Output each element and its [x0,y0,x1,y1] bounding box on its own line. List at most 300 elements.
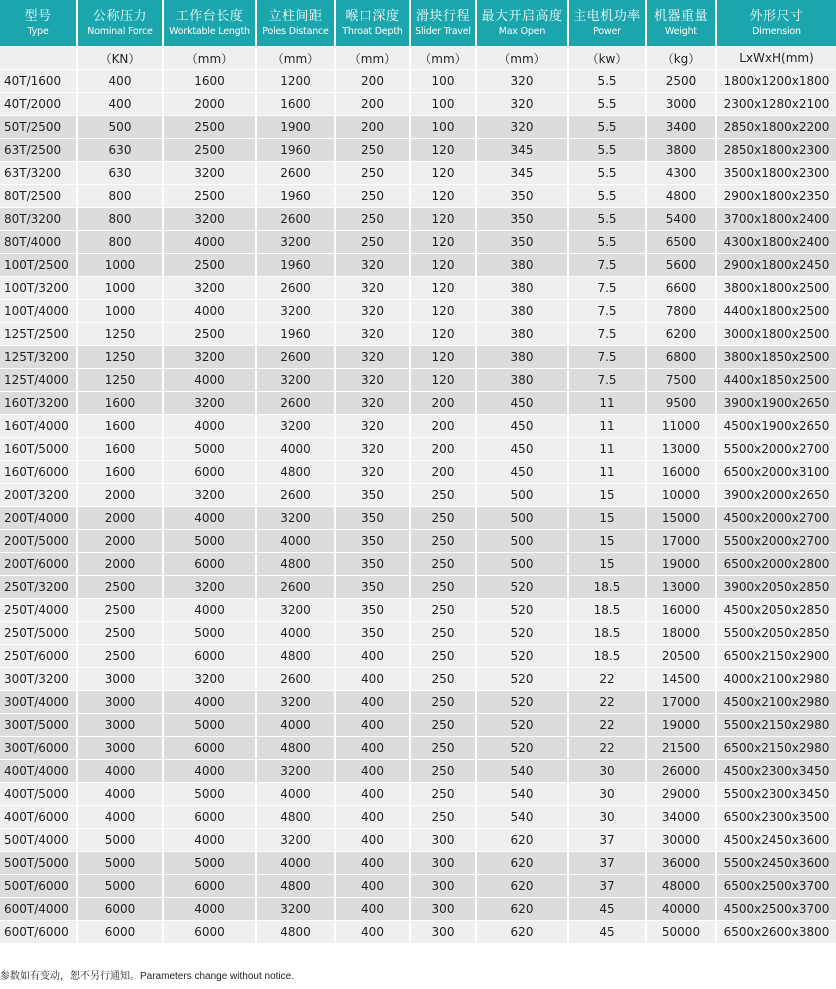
cell-weight: 10000 [646,484,716,507]
cell-nominal-force: 2000 [77,553,163,576]
cell-power: 5.5 [568,70,646,93]
cell-throat-depth: 320 [335,461,410,484]
column-header-en: Max Open [498,25,546,37]
cell-weight: 20500 [646,645,716,668]
unit-cell-worktable-length: （mm） [163,47,256,70]
cell-nominal-force: 2500 [77,622,163,645]
cell-throat-depth: 350 [335,507,410,530]
unit-cell-type [0,47,77,70]
table-row [0,277,836,300]
column-header-weight [646,0,716,47]
footer-note: 参数如有变动，恕不另行通知。Parameters change without notice. [0,971,294,982]
column-header-zh: 喉口深度 [345,8,400,24]
cell-worktable-length: 2500 [163,139,256,162]
table-row [0,898,836,921]
cell-slider-travel: 120 [410,346,476,369]
table-row [0,438,836,461]
cell-worktable-length: 2500 [163,116,256,139]
cell-nominal-force: 2000 [77,530,163,553]
cell-type: 300T/4000 [0,691,77,714]
cell-nominal-force: 6000 [77,898,163,921]
table-row [0,599,836,622]
cell-worktable-length: 1600 [163,70,256,93]
column-header-power [568,0,646,47]
cell-slider-travel: 120 [410,300,476,323]
table-row [0,507,836,530]
cell-worktable-length: 4000 [163,231,256,254]
cell-type: 250T/6000 [0,645,77,668]
cell-throat-depth: 320 [335,277,410,300]
cell-dimension: 4500x2050x2850 [716,599,836,622]
cell-max-open: 540 [476,783,568,806]
cell-power: 15 [568,553,646,576]
cell-nominal-force: 800 [77,208,163,231]
unit-cell-throat-depth: （mm） [335,47,410,70]
cell-throat-depth: 350 [335,599,410,622]
cell-power: 5.5 [568,116,646,139]
table-row [0,70,836,93]
cell-type: 250T/5000 [0,622,77,645]
cell-throat-depth: 320 [335,369,410,392]
cell-nominal-force: 2500 [77,576,163,599]
cell-poles-distance: 4800 [256,553,335,576]
cell-worktable-length: 6000 [163,806,256,829]
cell-poles-distance: 4000 [256,783,335,806]
cell-worktable-length: 6000 [163,461,256,484]
cell-poles-distance: 2600 [256,277,335,300]
cell-power: 5.5 [568,231,646,254]
column-header-slider-travel [410,0,476,47]
cell-max-open: 520 [476,645,568,668]
column-header-zh: 滑块行程 [415,8,470,24]
cell-poles-distance: 3200 [256,599,335,622]
table-row [0,553,836,576]
table-row [0,392,836,415]
cell-power: 11 [568,438,646,461]
cell-max-open: 345 [476,139,568,162]
cell-dimension: 5500x2450x3600 [716,852,836,875]
cell-max-open: 380 [476,323,568,346]
cell-slider-travel: 200 [410,438,476,461]
cell-throat-depth: 350 [335,553,410,576]
cell-nominal-force: 1000 [77,254,163,277]
cell-weight: 13000 [646,438,716,461]
cell-slider-travel: 100 [410,116,476,139]
cell-slider-travel: 250 [410,806,476,829]
cell-dimension: 6500x2150x2980 [716,737,836,760]
column-header-zh: 工作台长度 [175,8,244,24]
unit-cell-power: （kw） [568,47,646,70]
cell-nominal-force: 800 [77,231,163,254]
cell-type: 600T/4000 [0,898,77,921]
cell-power: 15 [568,530,646,553]
cell-power: 7.5 [568,369,646,392]
cell-weight: 21500 [646,737,716,760]
cell-weight: 13000 [646,576,716,599]
cell-power: 11 [568,461,646,484]
cell-poles-distance: 1900 [256,116,335,139]
column-header-en: Power [593,25,621,37]
cell-poles-distance: 1600 [256,93,335,116]
cell-nominal-force: 1600 [77,415,163,438]
cell-dimension: 4500x1900x2650 [716,415,836,438]
table-body [0,47,836,944]
cell-poles-distance: 4800 [256,737,335,760]
cell-throat-depth: 400 [335,668,410,691]
cell-dimension: 5500x2050x2850 [716,622,836,645]
cell-throat-depth: 200 [335,93,410,116]
cell-worktable-length: 3200 [163,277,256,300]
column-header-nominal-force [77,0,163,47]
unit-cell-dimension: LxWxH(mm) [716,47,836,70]
cell-max-open: 450 [476,461,568,484]
cell-slider-travel: 300 [410,921,476,944]
cell-power: 30 [568,806,646,829]
cell-poles-distance: 4800 [256,875,335,898]
cell-throat-depth: 320 [335,415,410,438]
cell-worktable-length: 4000 [163,599,256,622]
cell-worktable-length: 4000 [163,760,256,783]
cell-type: 160T/3200 [0,392,77,415]
cell-weight: 15000 [646,507,716,530]
table-row [0,829,836,852]
cell-power: 5.5 [568,93,646,116]
cell-throat-depth: 320 [335,300,410,323]
cell-power: 22 [568,668,646,691]
cell-slider-travel: 100 [410,93,476,116]
cell-throat-depth: 400 [335,714,410,737]
cell-worktable-length: 2000 [163,93,256,116]
table-row [0,714,836,737]
table-row [0,369,836,392]
table-row [0,323,836,346]
column-header-worktable-length [163,0,256,47]
column-header-en: Dimension [752,25,801,37]
cell-poles-distance: 4800 [256,806,335,829]
cell-max-open: 350 [476,208,568,231]
cell-dimension: 3900x2000x2650 [716,484,836,507]
cell-power: 7.5 [568,254,646,277]
cell-poles-distance: 1960 [256,323,335,346]
cell-dimension: 4500x2500x3700 [716,898,836,921]
cell-slider-travel: 200 [410,415,476,438]
cell-type: 80T/2500 [0,185,77,208]
cell-poles-distance: 2600 [256,162,335,185]
cell-dimension: 2900x1800x2450 [716,254,836,277]
cell-nominal-force: 5000 [77,852,163,875]
cell-worktable-length: 6000 [163,875,256,898]
column-header-en: Type [27,25,49,37]
column-header-en: Worktable Length [169,25,250,37]
cell-dimension: 5500x2150x2980 [716,714,836,737]
cell-poles-distance: 2600 [256,484,335,507]
column-header-zh: 公称压力 [92,8,147,24]
cell-worktable-length: 4000 [163,691,256,714]
cell-worktable-length: 5000 [163,783,256,806]
cell-poles-distance: 3200 [256,691,335,714]
cell-power: 11 [568,392,646,415]
cell-max-open: 345 [476,162,568,185]
table-row [0,208,836,231]
cell-power: 7.5 [568,300,646,323]
cell-slider-travel: 250 [410,599,476,622]
cell-type: 500T/5000 [0,852,77,875]
cell-dimension: 3900x1900x2650 [716,392,836,415]
cell-poles-distance: 4800 [256,461,335,484]
cell-poles-distance: 3200 [256,231,335,254]
table-row [0,415,836,438]
cell-max-open: 500 [476,507,568,530]
cell-type: 200T/4000 [0,507,77,530]
cell-worktable-length: 2500 [163,254,256,277]
cell-nominal-force: 1250 [77,323,163,346]
table-row [0,921,836,944]
cell-throat-depth: 250 [335,139,410,162]
cell-type: 160T/4000 [0,415,77,438]
cell-nominal-force: 3000 [77,737,163,760]
cell-poles-distance: 3200 [256,898,335,921]
cell-throat-depth: 350 [335,484,410,507]
cell-power: 30 [568,760,646,783]
cell-poles-distance: 3200 [256,300,335,323]
cell-dimension: 4400x1850x2500 [716,369,836,392]
cell-dimension: 3700x1800x2400 [716,208,836,231]
cell-throat-depth: 320 [335,346,410,369]
cell-slider-travel: 120 [410,277,476,300]
cell-slider-travel: 300 [410,829,476,852]
cell-slider-travel: 200 [410,392,476,415]
cell-slider-travel: 120 [410,323,476,346]
cell-worktable-length: 5000 [163,852,256,875]
cell-dimension: 2900x1800x2350 [716,185,836,208]
cell-max-open: 380 [476,254,568,277]
cell-power: 15 [568,507,646,530]
cell-max-open: 350 [476,185,568,208]
cell-power: 5.5 [568,185,646,208]
cell-slider-travel: 300 [410,852,476,875]
cell-throat-depth: 400 [335,852,410,875]
cell-throat-depth: 400 [335,921,410,944]
cell-slider-travel: 250 [410,553,476,576]
cell-slider-travel: 300 [410,875,476,898]
cell-power: 22 [568,714,646,737]
cell-weight: 16000 [646,461,716,484]
cell-max-open: 520 [476,691,568,714]
cell-nominal-force: 1000 [77,277,163,300]
table-row [0,139,836,162]
cell-dimension: 4500x2300x3450 [716,760,836,783]
cell-throat-depth: 250 [335,208,410,231]
cell-type: 250T/3200 [0,576,77,599]
cell-type: 100T/2500 [0,254,77,277]
cell-max-open: 380 [476,300,568,323]
cell-dimension: 6500x2000x3100 [716,461,836,484]
cell-poles-distance: 1960 [256,254,335,277]
cell-max-open: 500 [476,530,568,553]
cell-dimension: 1800x1200x1800 [716,70,836,93]
cell-throat-depth: 350 [335,622,410,645]
cell-max-open: 320 [476,116,568,139]
cell-type: 100T/4000 [0,300,77,323]
cell-nominal-force: 6000 [77,921,163,944]
cell-weight: 19000 [646,553,716,576]
cell-nominal-force: 400 [77,93,163,116]
cell-type: 40T/2000 [0,93,77,116]
cell-poles-distance: 2600 [256,208,335,231]
cell-weight: 2500 [646,70,716,93]
cell-slider-travel: 250 [410,507,476,530]
cell-weight: 11000 [646,415,716,438]
cell-weight: 4300 [646,162,716,185]
cell-dimension: 4500x2100x2980 [716,691,836,714]
cell-worktable-length: 4000 [163,300,256,323]
cell-power: 45 [568,898,646,921]
cell-poles-distance: 4000 [256,622,335,645]
cell-throat-depth: 320 [335,438,410,461]
cell-throat-depth: 320 [335,254,410,277]
cell-weight: 3000 [646,93,716,116]
cell-nominal-force: 2000 [77,507,163,530]
cell-type: 125T/2500 [0,323,77,346]
cell-nominal-force: 800 [77,185,163,208]
cell-weight: 4800 [646,185,716,208]
cell-type: 80T/4000 [0,231,77,254]
table-row [0,93,836,116]
cell-dimension: 2300x1280x2100 [716,93,836,116]
cell-dimension: 4500x2450x3600 [716,829,836,852]
cell-nominal-force: 3000 [77,714,163,737]
cell-max-open: 620 [476,829,568,852]
cell-throat-depth: 250 [335,162,410,185]
cell-throat-depth: 400 [335,645,410,668]
cell-worktable-length: 6000 [163,737,256,760]
column-header-en: Poles Distance [262,25,329,37]
cell-poles-distance: 3200 [256,369,335,392]
cell-weight: 6200 [646,323,716,346]
cell-nominal-force: 2500 [77,645,163,668]
cell-poles-distance: 1200 [256,70,335,93]
cell-throat-depth: 400 [335,898,410,921]
column-header-zh: 型号 [24,8,52,24]
cell-dimension: 3500x1800x2300 [716,162,836,185]
table-row [0,852,836,875]
column-header-en: Nominal Force [87,25,153,37]
cell-worktable-length: 3200 [163,576,256,599]
cell-type: 125T/3200 [0,346,77,369]
column-header-zh: 最大开启高度 [481,8,563,24]
unit-cell-slider-travel: （mm） [410,47,476,70]
cell-worktable-length: 5000 [163,622,256,645]
cell-nominal-force: 1250 [77,369,163,392]
table-row [0,875,836,898]
table-row [0,760,836,783]
cell-poles-distance: 2600 [256,668,335,691]
cell-slider-travel: 250 [410,576,476,599]
cell-dimension: 4300x1800x2400 [716,231,836,254]
cell-max-open: 620 [476,852,568,875]
cell-worktable-length: 3200 [163,392,256,415]
cell-power: 37 [568,875,646,898]
cell-nominal-force: 5000 [77,875,163,898]
cell-weight: 48000 [646,875,716,898]
cell-worktable-length: 4000 [163,415,256,438]
cell-worktable-length: 4000 [163,507,256,530]
cell-weight: 18000 [646,622,716,645]
cell-worktable-length: 5000 [163,438,256,461]
cell-type: 40T/1600 [0,70,77,93]
cell-slider-travel: 120 [410,139,476,162]
cell-type: 500T/6000 [0,875,77,898]
cell-max-open: 350 [476,231,568,254]
cell-poles-distance: 2600 [256,392,335,415]
cell-power: 7.5 [568,277,646,300]
cell-dimension: 3900x2050x2850 [716,576,836,599]
cell-max-open: 320 [476,70,568,93]
table-row [0,668,836,691]
cell-power: 18.5 [568,622,646,645]
cell-power: 5.5 [568,208,646,231]
cell-type: 250T/4000 [0,599,77,622]
cell-type: 160T/6000 [0,461,77,484]
unit-cell-nominal-force: （KN） [77,47,163,70]
unit-cell-poles-distance: （mm） [256,47,335,70]
cell-slider-travel: 120 [410,231,476,254]
cell-type: 300T/5000 [0,714,77,737]
cell-dimension: 4000x2100x2980 [716,668,836,691]
cell-max-open: 540 [476,806,568,829]
cell-slider-travel: 250 [410,530,476,553]
cell-max-open: 620 [476,921,568,944]
cell-type: 63T/2500 [0,139,77,162]
cell-worktable-length: 4000 [163,898,256,921]
cell-weight: 6800 [646,346,716,369]
column-header-zh: 外形尺寸 [749,8,804,24]
cell-type: 200T/5000 [0,530,77,553]
table-row [0,300,836,323]
cell-worktable-length: 5000 [163,530,256,553]
cell-max-open: 500 [476,484,568,507]
cell-dimension: 5500x2000x2700 [716,438,836,461]
cell-power: 7.5 [568,323,646,346]
cell-poles-distance: 1960 [256,139,335,162]
cell-power: 18.5 [568,576,646,599]
cell-throat-depth: 320 [335,323,410,346]
column-header-throat-depth [335,0,410,47]
table-row [0,806,836,829]
cell-poles-distance: 1960 [256,185,335,208]
cell-worktable-length: 6000 [163,921,256,944]
cell-type: 600T/6000 [0,921,77,944]
cell-max-open: 520 [476,622,568,645]
column-header-en: Throat Depth [342,25,403,37]
cell-max-open: 450 [476,438,568,461]
cell-throat-depth: 400 [335,783,410,806]
cell-type: 400T/4000 [0,760,77,783]
cell-nominal-force: 1250 [77,346,163,369]
cell-nominal-force: 500 [77,116,163,139]
cell-type: 50T/2500 [0,116,77,139]
table-row [0,461,836,484]
cell-weight: 26000 [646,760,716,783]
unit-cell-max-open: （mm） [476,47,568,70]
cell-poles-distance: 4000 [256,852,335,875]
cell-weight: 9500 [646,392,716,415]
cell-weight: 29000 [646,783,716,806]
cell-slider-travel: 250 [410,760,476,783]
cell-power: 11 [568,415,646,438]
cell-poles-distance: 3200 [256,415,335,438]
cell-worktable-length: 4000 [163,829,256,852]
